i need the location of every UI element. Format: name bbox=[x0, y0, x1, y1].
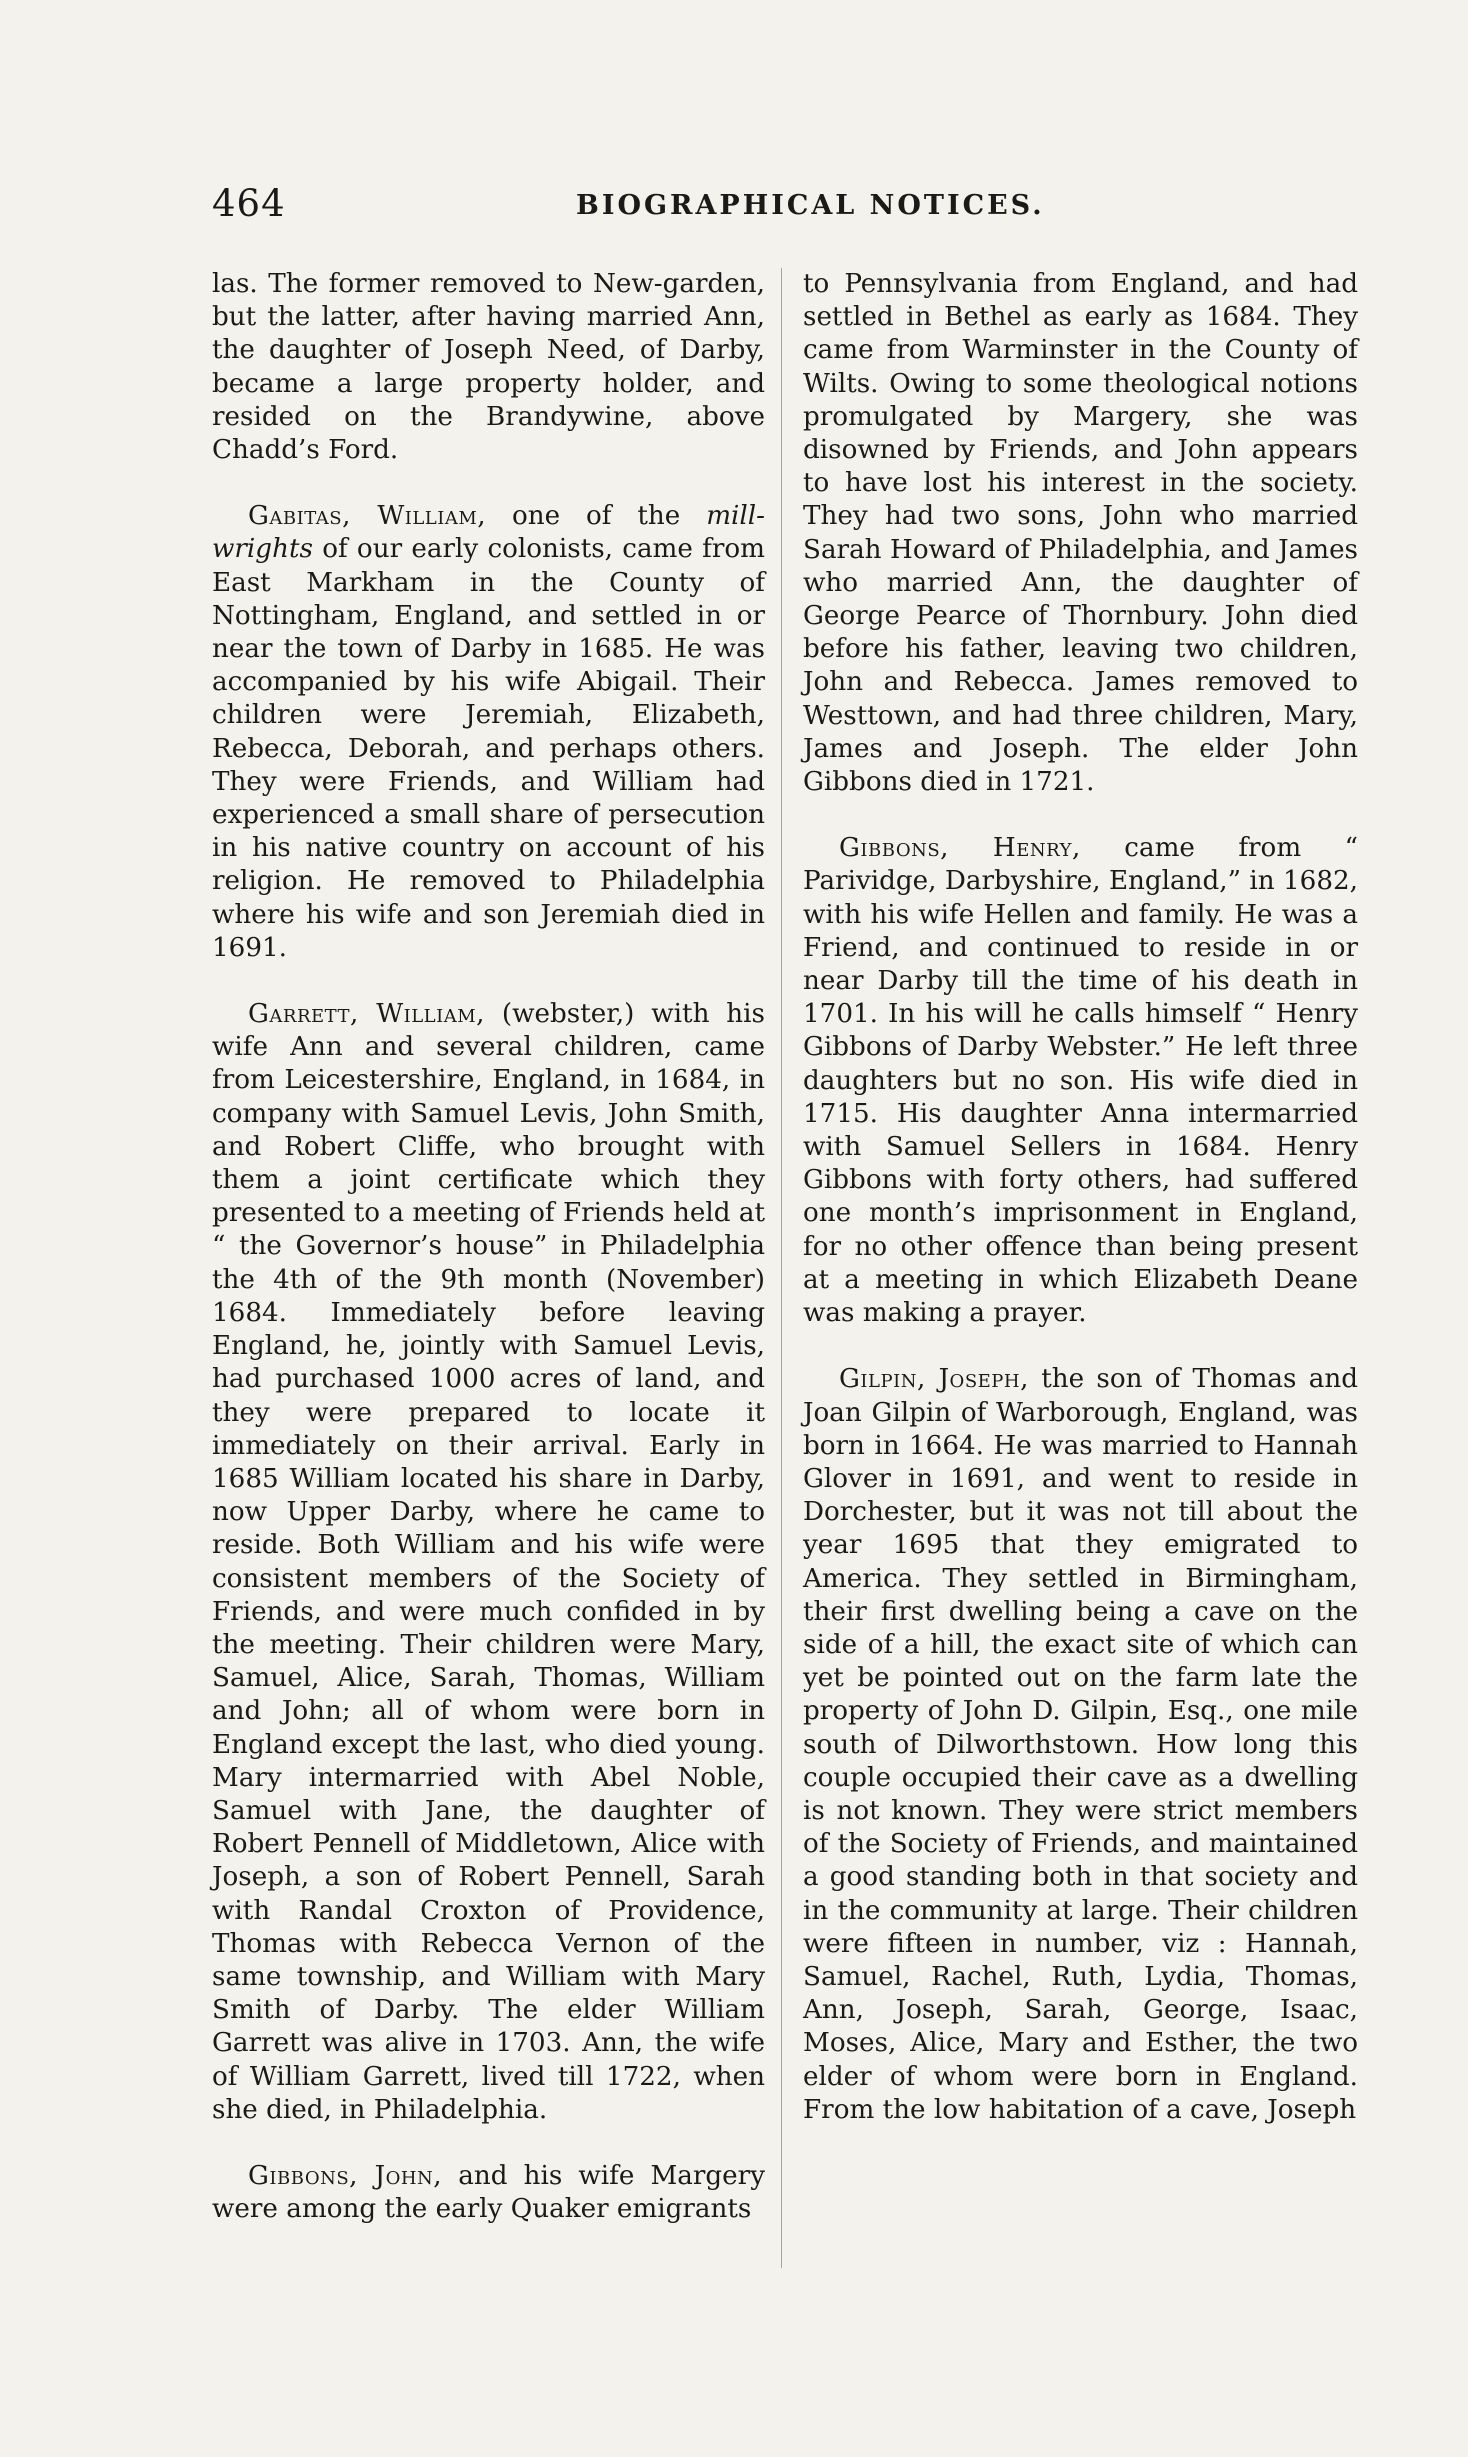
entry-name: Gibbons, Henry, bbox=[839, 833, 1081, 864]
entry-emphasis: mill-wrights bbox=[212, 501, 765, 565]
right-column bbox=[803, 268, 1358, 2160]
entry-text: the son of Thomas and Joan Gilpin of Warborough, England, was born in 1664. He was married to Hannah Glover in 1691, and went to reside in Dorchester, but it was not till about the year 1695 that they emigrated to America. They settled in Birmingham, their first dwelling being a cave on the side of a hill, the exact site of which can yet be pointed out on the farm late the property of John D. Gilpin, Esq., one mile south of Dilworthstown. How long this couple occupied their cave as a dwelling is not known. They were strict members of the Society of Friends, and maintained a good standing both in that society and in the community at large. Their children were fifteen in number, viz : Hannah, Samuel, Rachel, Ruth, Lydia, Thomas, Ann, Joseph, Sarah, George, Isaac, Moses, Alice, Mary and Esther, the two elder of whom were born in England. From the low habitation of a cave, Joseph bbox=[803, 1364, 1359, 2125]
entry-text: (webster,) with his wife Ann and several children, came from Leicestershire, England, in 1684, in company with Samuel Levis, John Smith, and Robert Cliffe, who brought with them a joint certificate which they presented to a meeting of Friends held at “ the Governor’s house” in Philadelphia the 4th of the 9th month (November) 1684. Immediately before leaving England, he, jointly with Samuel Levis, had purchased 1000 acres of land, and they were prepared to locate it immediately on their arrival. Early in 1685 William located his share in Darby, now Upper Darby, where he came to reside. Both William and his wife were consistent members of the Society of Friends, and were much confided in by the meeting. Their children were Mary, Samuel, Alice, Sarah, Thomas, William and John; all of whom were born in England except the last, who died young. Mary intermarried with Abel Noble, Samuel with Jane, the daughter of Robert Pennell of Middletown, Alice with Joseph, a son of Robert Pennell, Sarah with Randal Croxton of Providence, Thomas with Rebecca Vernon of the same township, and William with Mary Smith of Darby. The elder William Garrett was alive in 1703. Ann, the wife of William Garrett, lived till 1722, when she died, in Philadelphia. bbox=[212, 999, 765, 2125]
column-divider bbox=[781, 268, 782, 2268]
entry-name: Garrett, William, bbox=[248, 999, 485, 1030]
entry-name: Gilpin, Joseph, bbox=[839, 1364, 1029, 1395]
entry-garrett-william bbox=[212, 998, 765, 2127]
left-column bbox=[212, 268, 765, 2259]
entry-text: and his wife Margery were among the early Quaker emigrants bbox=[212, 2160, 765, 2225]
page-number: 464 bbox=[212, 182, 286, 225]
continued-paragraph: las. The former removed to New-garden, but the latter, after having married Ann, the daughter of Joseph Need, of Darby, became a large property holder, and resided on the Brandywine, above Chadd’s Ford. bbox=[212, 269, 765, 466]
entry-text: of our early colonists, came from East Markham in the County of Nottingham, England, and settled in or near the town of Darby in 1685. He was accompanied by his wife Abigail. Their children were Jeremiah, Elizabeth, Rebecca, Deborah, and perhaps others. They were Friends, and William had experienced a small share of persecution in his native country on account of his religion. He removed to Philadelphia where his wife and son Jeremiah died in 1691. bbox=[212, 534, 765, 963]
running-head: BIOGRAPHICAL NOTICES. bbox=[576, 190, 1045, 221]
continued-paragraph: to Pennsylvania from England, and had settled in Bethel as early as 1684. They came from Warminster in the County of Wilts. Owing to some theological notions promulgated by Margery, she was disowned by Friends, and John appears to have lost his interest in the society. They had two sons, John who married Sarah Howard of Philadelphia, and James who married Ann, the daughter of George Pearce of Thornbury. John died before his father, leaving two children, John and Rebecca. James removed to Westtown, and had three children, Mary, James and Joseph. The elder John Gibbons died in 1721. bbox=[803, 269, 1358, 798]
entry-gibbons-henry bbox=[803, 832, 1358, 1330]
page-header bbox=[212, 182, 1362, 232]
entry-name: Gabitas, William, bbox=[248, 501, 487, 532]
entry-gabitas-william bbox=[212, 500, 765, 965]
entry-text: came from “ Parividge, Darbyshire, England,” in 1682, with his wife Hellen and family. He was a Friend, and continued to reside in or near Darby till the time of his death in 1701. In his will he calls himself “ Henry Gibbons of Darby Webster.” He left three daughters but no son. His wife died in 1715. His daughter Anna intermarried with Samuel Sellers in 1684. Henry Gibbons with forty others, had suffered one month’s imprisonment in England, for no other offence than being present at a meeting in which Elizabeth Deane was making a prayer. bbox=[803, 833, 1358, 1329]
entry-text: one of the bbox=[486, 501, 707, 532]
entry-gilpin-joseph bbox=[803, 1363, 1358, 2127]
entry-gibbons-john bbox=[212, 2160, 765, 2226]
entry-name: Gibbons, John, bbox=[248, 2160, 443, 2191]
